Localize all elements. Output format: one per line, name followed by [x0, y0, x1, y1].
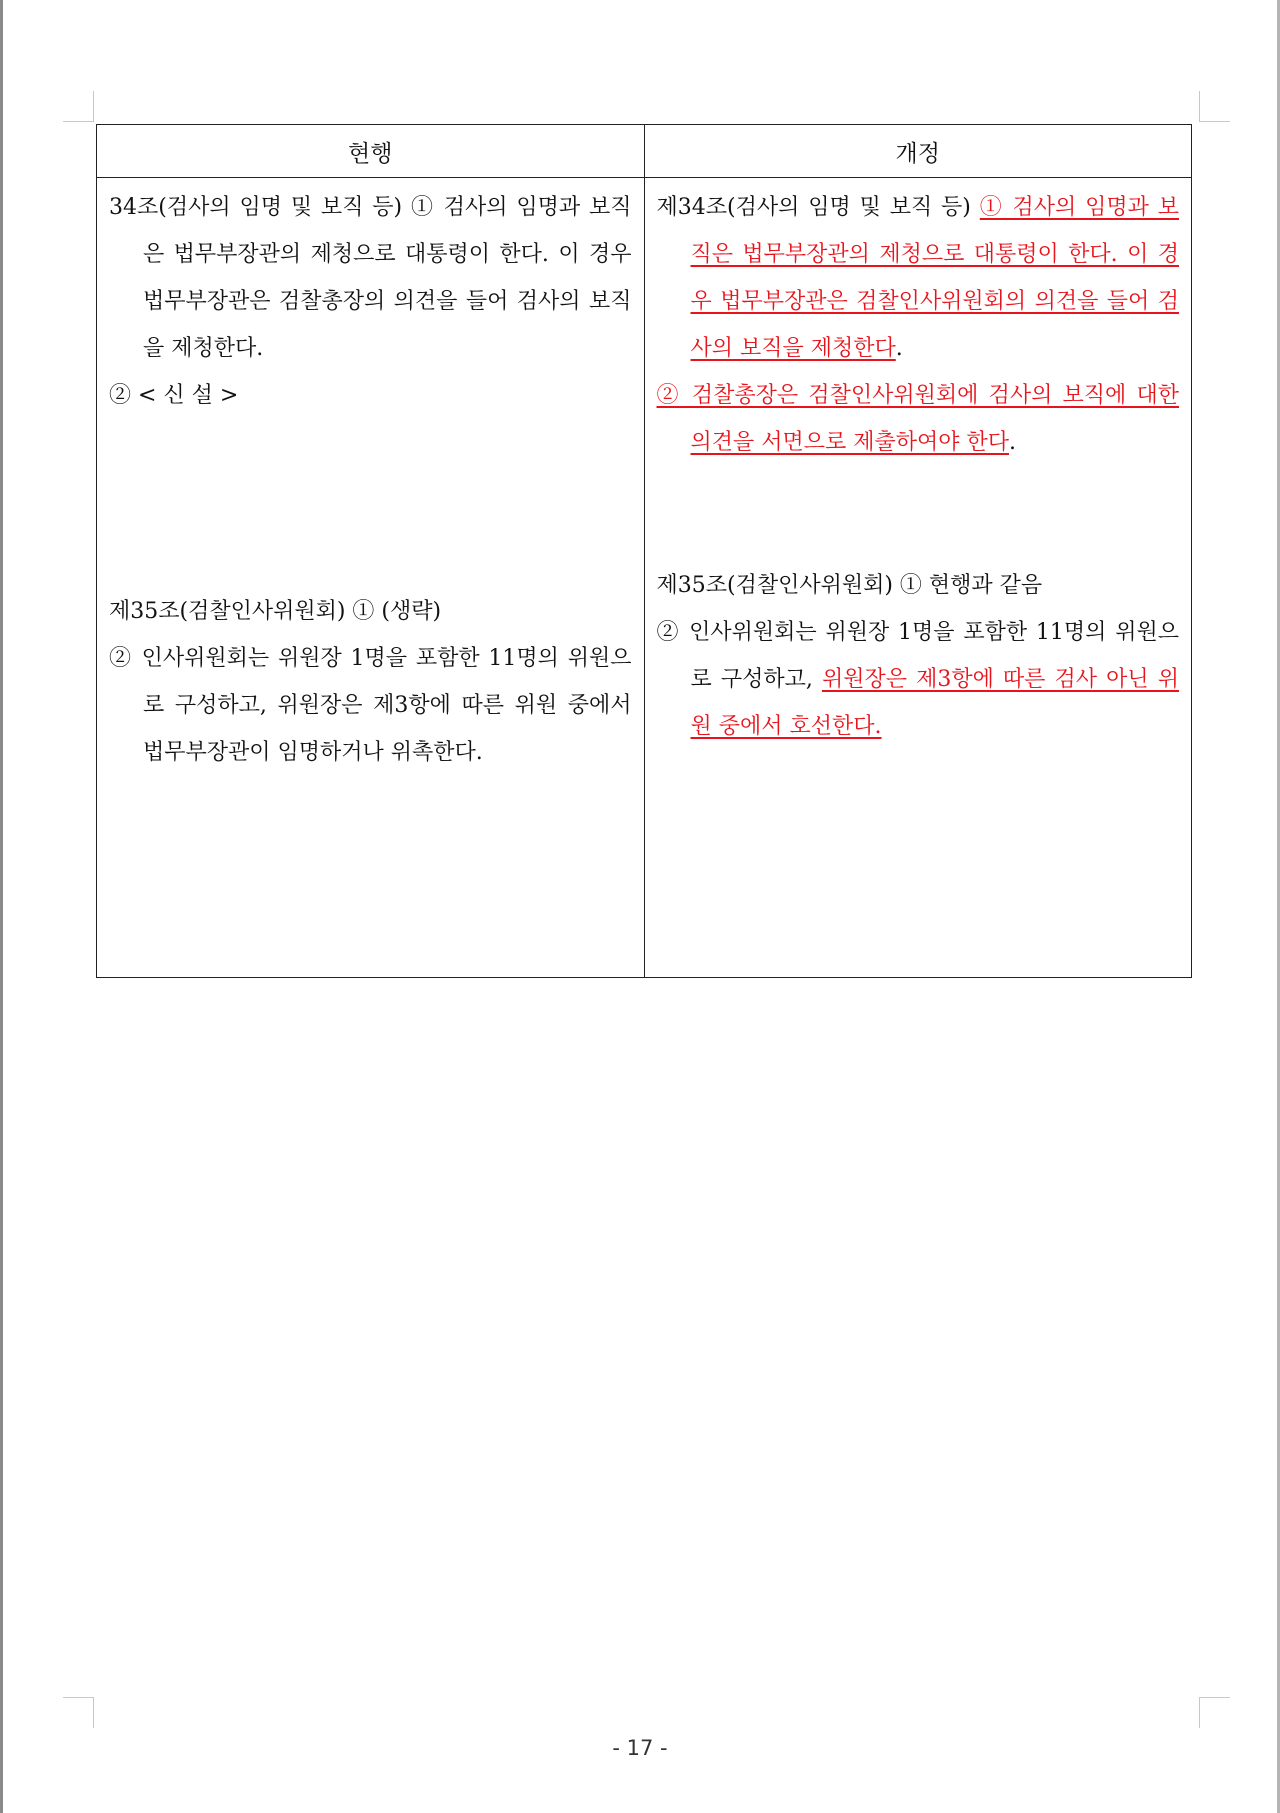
crop-mark-top-left — [63, 91, 94, 122]
page-number: - 17 - — [612, 1736, 668, 1760]
header-revised: 개정 — [644, 125, 1192, 178]
current-art34-para1: 34조(검사의 임명 및 보직 등) ① 검사의 임명과 보직은 법무부장관의 제청으로 대통령이 한다. 이 경우 법무부장관은 검찰총장의 의견을 들어 검사의 보직을 제청한다. — [109, 195, 632, 361]
crop-mark-top-right — [1199, 91, 1230, 122]
current-art34-para2: ② < 신 설 > — [109, 383, 239, 408]
revised-art34-para2-tail: . — [1009, 430, 1017, 455]
crop-mark-bottom-left — [63, 1697, 94, 1728]
revised-art35-para1: 제35조(검찰인사위원회) ① 현행과 같음 — [656, 573, 1043, 598]
revised-art34-para2 — [657, 372, 1180, 466]
current-art35-para1: 제35조(검찰인사위원회) ① (생략) — [109, 599, 442, 624]
table-header-row — [97, 125, 1192, 178]
page-edge-left — [0, 0, 3, 1813]
revised-art35-para2-head: ② 인사위원회는 위원장 1명을 포함한 11명의 위원으로 구성하고, — [656, 620, 1179, 692]
revised-art34-para2-changed: ② 검찰총장은 검찰인사위원회에 검사의 보직에 대한 의견을 서면으로 제출하여야 한다 — [656, 383, 1179, 455]
table-body-row — [97, 178, 1192, 978]
revised-art35-para2 — [657, 609, 1180, 750]
crop-mark-bottom-right — [1199, 1697, 1230, 1728]
revised-art34-heading: 제34조(검사의 임명 및 보직 등) — [656, 195, 980, 220]
current-column — [97, 178, 645, 978]
current-art35-para2: ② 인사위원회는 위원장 1명을 포함한 11명의 위원으로 구성하고, 위원장은 제3항에 따른 위원 중에서 법무부장관이 임명하거나 위촉한다. — [109, 646, 632, 765]
header-current: 현행 — [97, 125, 645, 178]
revised-art34-para1-changed: ① 검사의 임명과 보직은 법무부장관의 제청으로 대통령이 한다. 이 경우 법무부장관은 검찰인사위원회의 의견을 들어 검사의 보직을 제청한다 — [690, 195, 1179, 361]
revised-column — [644, 178, 1192, 978]
revised-art34-para1-tail: . — [895, 336, 903, 361]
revised-art35-para2-changed: 위원장은 제3항에 따른 검사 아닌 위원 중에서 호선한다. — [690, 667, 1179, 739]
comparison-table — [96, 124, 1192, 978]
revised-art34-para1 — [657, 184, 1180, 372]
